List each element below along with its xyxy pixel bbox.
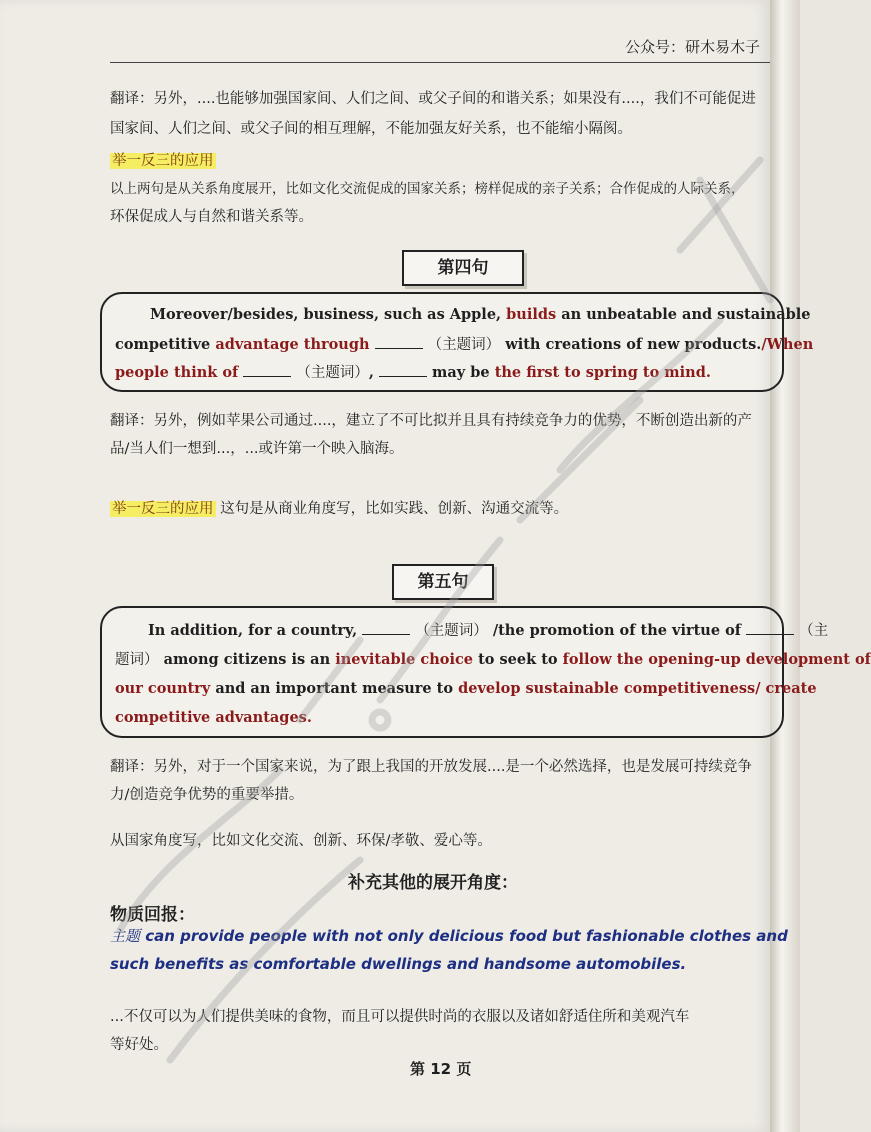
keyword: follow the opening-up development of <box>562 651 871 668</box>
apply-text: 这句是从商业角度写，比如实践、创新、沟通交流等。 <box>220 501 569 517</box>
section-title-5: 第五句 <box>392 564 494 600</box>
supplement-heading: 补充其他的展开角度： <box>348 873 518 893</box>
text: to seek to <box>478 651 558 668</box>
topic-note: 题词） <box>115 652 159 668</box>
topic-note: （主题词） <box>427 337 501 353</box>
keyword: advantage through <box>215 336 370 353</box>
supplement-subheading: 物质回报： <box>110 905 195 925</box>
blank-field <box>379 362 427 377</box>
blank-field <box>243 362 291 377</box>
apply-row <box>110 494 568 524</box>
text: with creations of new products. <box>505 336 762 353</box>
translation-line: 等好处。 <box>110 1037 168 1053</box>
translation-line: 翻译：另外，....也能够加强国家间、人们之间、或父子间的和谐关系；如果没有....，我们不可能促进 <box>110 91 756 107</box>
translation-line: 品/当人们一想到...，...或许第一个映入脑海。 <box>110 441 404 457</box>
translation-line: 翻译：另外，对于一个国家来说，为了跟上我国的开放发展....是一个必然选择，也是发展可持续竞争 <box>110 759 752 775</box>
apply-label-wrap <box>110 146 216 176</box>
keyword: the first to spring to mind. <box>494 364 711 381</box>
sentence-line <box>150 300 810 330</box>
text: competitive <box>115 336 211 353</box>
keyword: people think of <box>115 364 239 381</box>
topic-note: （主题词） <box>415 623 488 639</box>
blank-field <box>746 620 794 635</box>
sentence-line <box>115 645 871 675</box>
translation-line: ...不仅可以为人们提供美味的食物，而且可以提供时尚的衣服以及诸如舒适住所和美观汽车 <box>110 1009 690 1025</box>
translation-line: 力/创造竞争优势的重要举措。 <box>110 787 304 803</box>
text: among citizens is an <box>163 651 331 668</box>
text: an unbeatable and sustainable <box>561 306 811 323</box>
text: Moreover/besides, business, such as Apple, <box>150 306 502 323</box>
topic-note: （主题词） <box>296 365 369 381</box>
topic-note: （主 <box>799 623 829 639</box>
apply-label: 举一反三的应用 <box>112 501 214 517</box>
text: /the promotion of the virtue of <box>492 622 742 639</box>
blank-field <box>362 620 410 635</box>
header-account-name: 公众号：研木易木子 <box>624 38 760 56</box>
header-rule <box>110 62 770 63</box>
text: and an important measure to <box>215 680 454 697</box>
sentence-line <box>115 703 312 733</box>
sentence-line: people think of （主题词）, may be the first to spring to mind. <box>115 364 711 381</box>
text: In addition, for a country, <box>148 622 358 639</box>
text: can provide people with not only delicious food but fashionable clothes and <box>145 927 788 945</box>
sentence-line <box>148 616 828 646</box>
apply-line: 环保促成人与自然和谐关系等。 <box>110 209 313 225</box>
topic-word: 主题 <box>110 927 141 945</box>
translation-line: 翻译：另外，例如苹果公司通过....，建立了不可比拟并且具有持续竞争力的优势，不断创造出新的产 <box>110 413 752 429</box>
page-number: 第 12 页 <box>410 1060 472 1078</box>
example-line: such benefits as comfortable dwellings and handsome automobiles. <box>110 955 687 973</box>
sentence-line <box>115 330 813 360</box>
book-spine <box>770 0 800 1132</box>
keyword: our country <box>115 680 211 697</box>
section-title-4: 第四句 <box>402 250 524 286</box>
keyword: inevitable choice <box>335 651 474 668</box>
keyword: develop sustainable competitiveness/ create <box>458 680 817 697</box>
apply-label: 举一反三的应用 <box>112 153 214 169</box>
apply-line: 以上两句是从关系角度展开，比如文化交流促成的国家关系；榜样促成的亲子关系；合作促成的人际关系， <box>110 181 745 197</box>
blank-field <box>375 334 423 349</box>
translation-line: 国家间、人们之间、或父子间的相互理解，不能加强友好关系，也不能缩小隔阂。 <box>110 121 632 137</box>
keyword: competitive advantages. <box>115 709 312 726</box>
keyword: builds <box>506 306 557 323</box>
keyword: /When <box>761 336 814 353</box>
sentence-line <box>115 674 817 704</box>
note-line: 从国家角度写，比如文化交流、创新、环保/孝敬、爱心等。 <box>110 833 492 849</box>
text: may be <box>432 364 490 381</box>
